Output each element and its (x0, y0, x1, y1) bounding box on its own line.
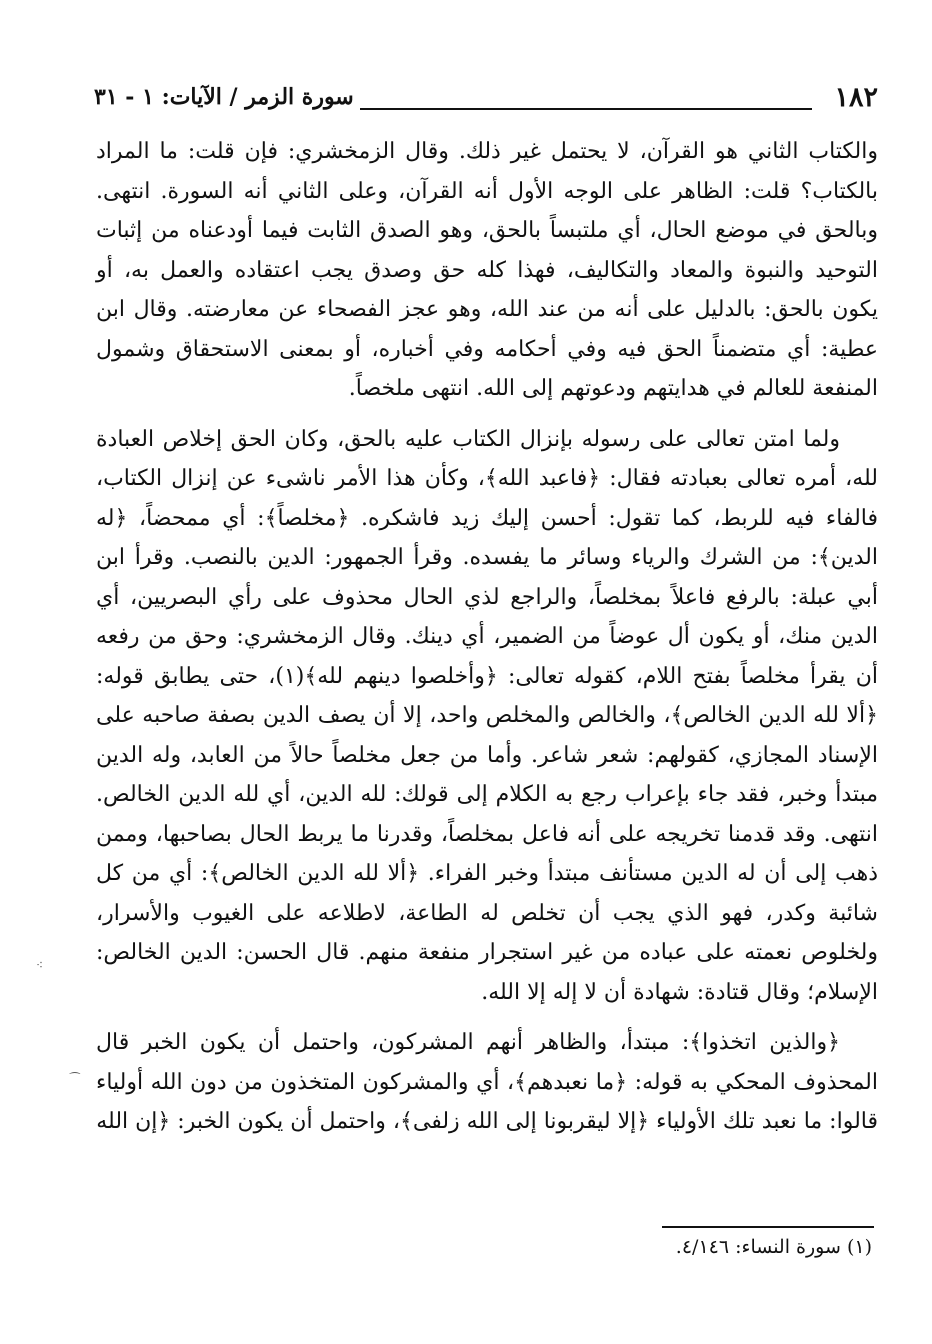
header-rule (360, 108, 812, 110)
body-text (96, 132, 878, 1142)
page-header (94, 82, 884, 122)
paragraph: والكتاب الثاني هو القرآن، لا يحتمل غير ذلك. وقال الزمخشري: فإن قلت: ما المراد بالكتاب؟ قلت: الظاهر على الوجه الأول أنه القرآن، وعلى الثاني أنه السورة. انتهى. وبالحق في موضع الحال، أي ملتبساً بالحق، وهو الصدق الثابت فيما أودعناه من إثبات التوحيد والنبوة والمعاد والتكاليف، فهذا كله حق وصدق يجب اعتقاده والعمل به، أو يكون بالحق: بالدليل على أنه من عند الله، وهو عجز الفصحاء عن معارضته. وقال ابن عطية: أي متضمناً الحق فيه وفي أحكامه وفي أخباره، أو بمعنى الاستحقاق وشمول المنفعة للعالم في هدايتهم ودعوتهم إلى الله. انتهى ملخصاً. (96, 139, 878, 401)
paragraph: ﴿والذين اتخذوا﴾: مبتدأ، والظاهر أنهم المشركون، واحتمل أن يكون الخبر قال المحذوف المحكي به قوله: ﴿ما نعبدهم﴾، أي والمشركون المتخذون من دون الله أولياء قالوا: ما نعبد تلك الأولياء ﴿إلا ليقربونا إلى الله زلفى﴾، واحتمل أن يكون الخبر: ﴿إن الله (96, 1030, 878, 1134)
page-number: ١٨٢ (834, 82, 878, 113)
footnote-rule (662, 1226, 874, 1228)
running-title: سورة الزمر / الآيات: ١ - ٣١ (94, 84, 354, 110)
footnote: (١) سورة النساء: ٤/١٤٦. (675, 1236, 872, 1258)
margin-mark: ⁖ (36, 958, 44, 972)
paragraph: ولما امتن تعالى على رسوله بإنزال الكتاب عليه بالحق، وكان الحق إخلاص العبادة لله، أمره تعالى بعبادته فقال: ﴿فاعبد الله﴾، وكأن هذا الأمر ناشىء عن إنزال الكتاب، فالفاء فيه للربط، كما تقول: أحسن إليك زيد فاشكره. ﴿مخلصاً﴾: أي ممحضاً، ﴿له الدين﴾: من الشرك والرياء وسائر ما يفسده. وقرأ الجمهور: الدين بالنصب. وقرأ ابن أبي عبلة: بالرفع فاعلاً بمخلصاً، والراجع لذي الحال محذوف على رأي البصريين، أي الدين منك، أو يكون أل عوضاً من الضمير، أي دينك. وقال الزمخشري: وحق من رفعه أن يقرأ مخلصاً بفتح اللام، كقوله تعالى: ﴿وأخلصوا دينهم لله﴾(١)، حتى يطابق قوله: ﴿ألا لله الدين الخالص﴾، والخالص والمخلص واحد، إلا أن يصف الدين بصفة صاحبه على الإسناد المجازي، كقولهم: شعر شاعر. وأما من جعل مخلصاً حالاً من العابد، وله الدين مبتدأ وخبر، فقد جاء بإعراب رجع به الكلام إلى قولك: لله الدين، أي لله الدين الخالص. انتهى. وقد قدمنا تخريجه على أنه فاعل بمخلصاً، وقدرنا ما يربط الحال بصاحبها، وممن ذهب إلى أن له الدين مستأنف مبتدأ وخبر الفراء. ﴿ألا لله الدين الخالص﴾: أي من كل شائبة وكدر، فهو الذي يجب أن تخلص له الطاعة، لاطلاعه على الغيوب والأسرار، ولخلوص نعمته على عباده من غير استجرار منفعة منهم. قال الحسن: الدين الخالص: الإسلام؛ وقال قتادة: شهادة أن لا إله إلا الله. (96, 426, 878, 1005)
margin-mark: ⁀ (70, 1072, 80, 1086)
